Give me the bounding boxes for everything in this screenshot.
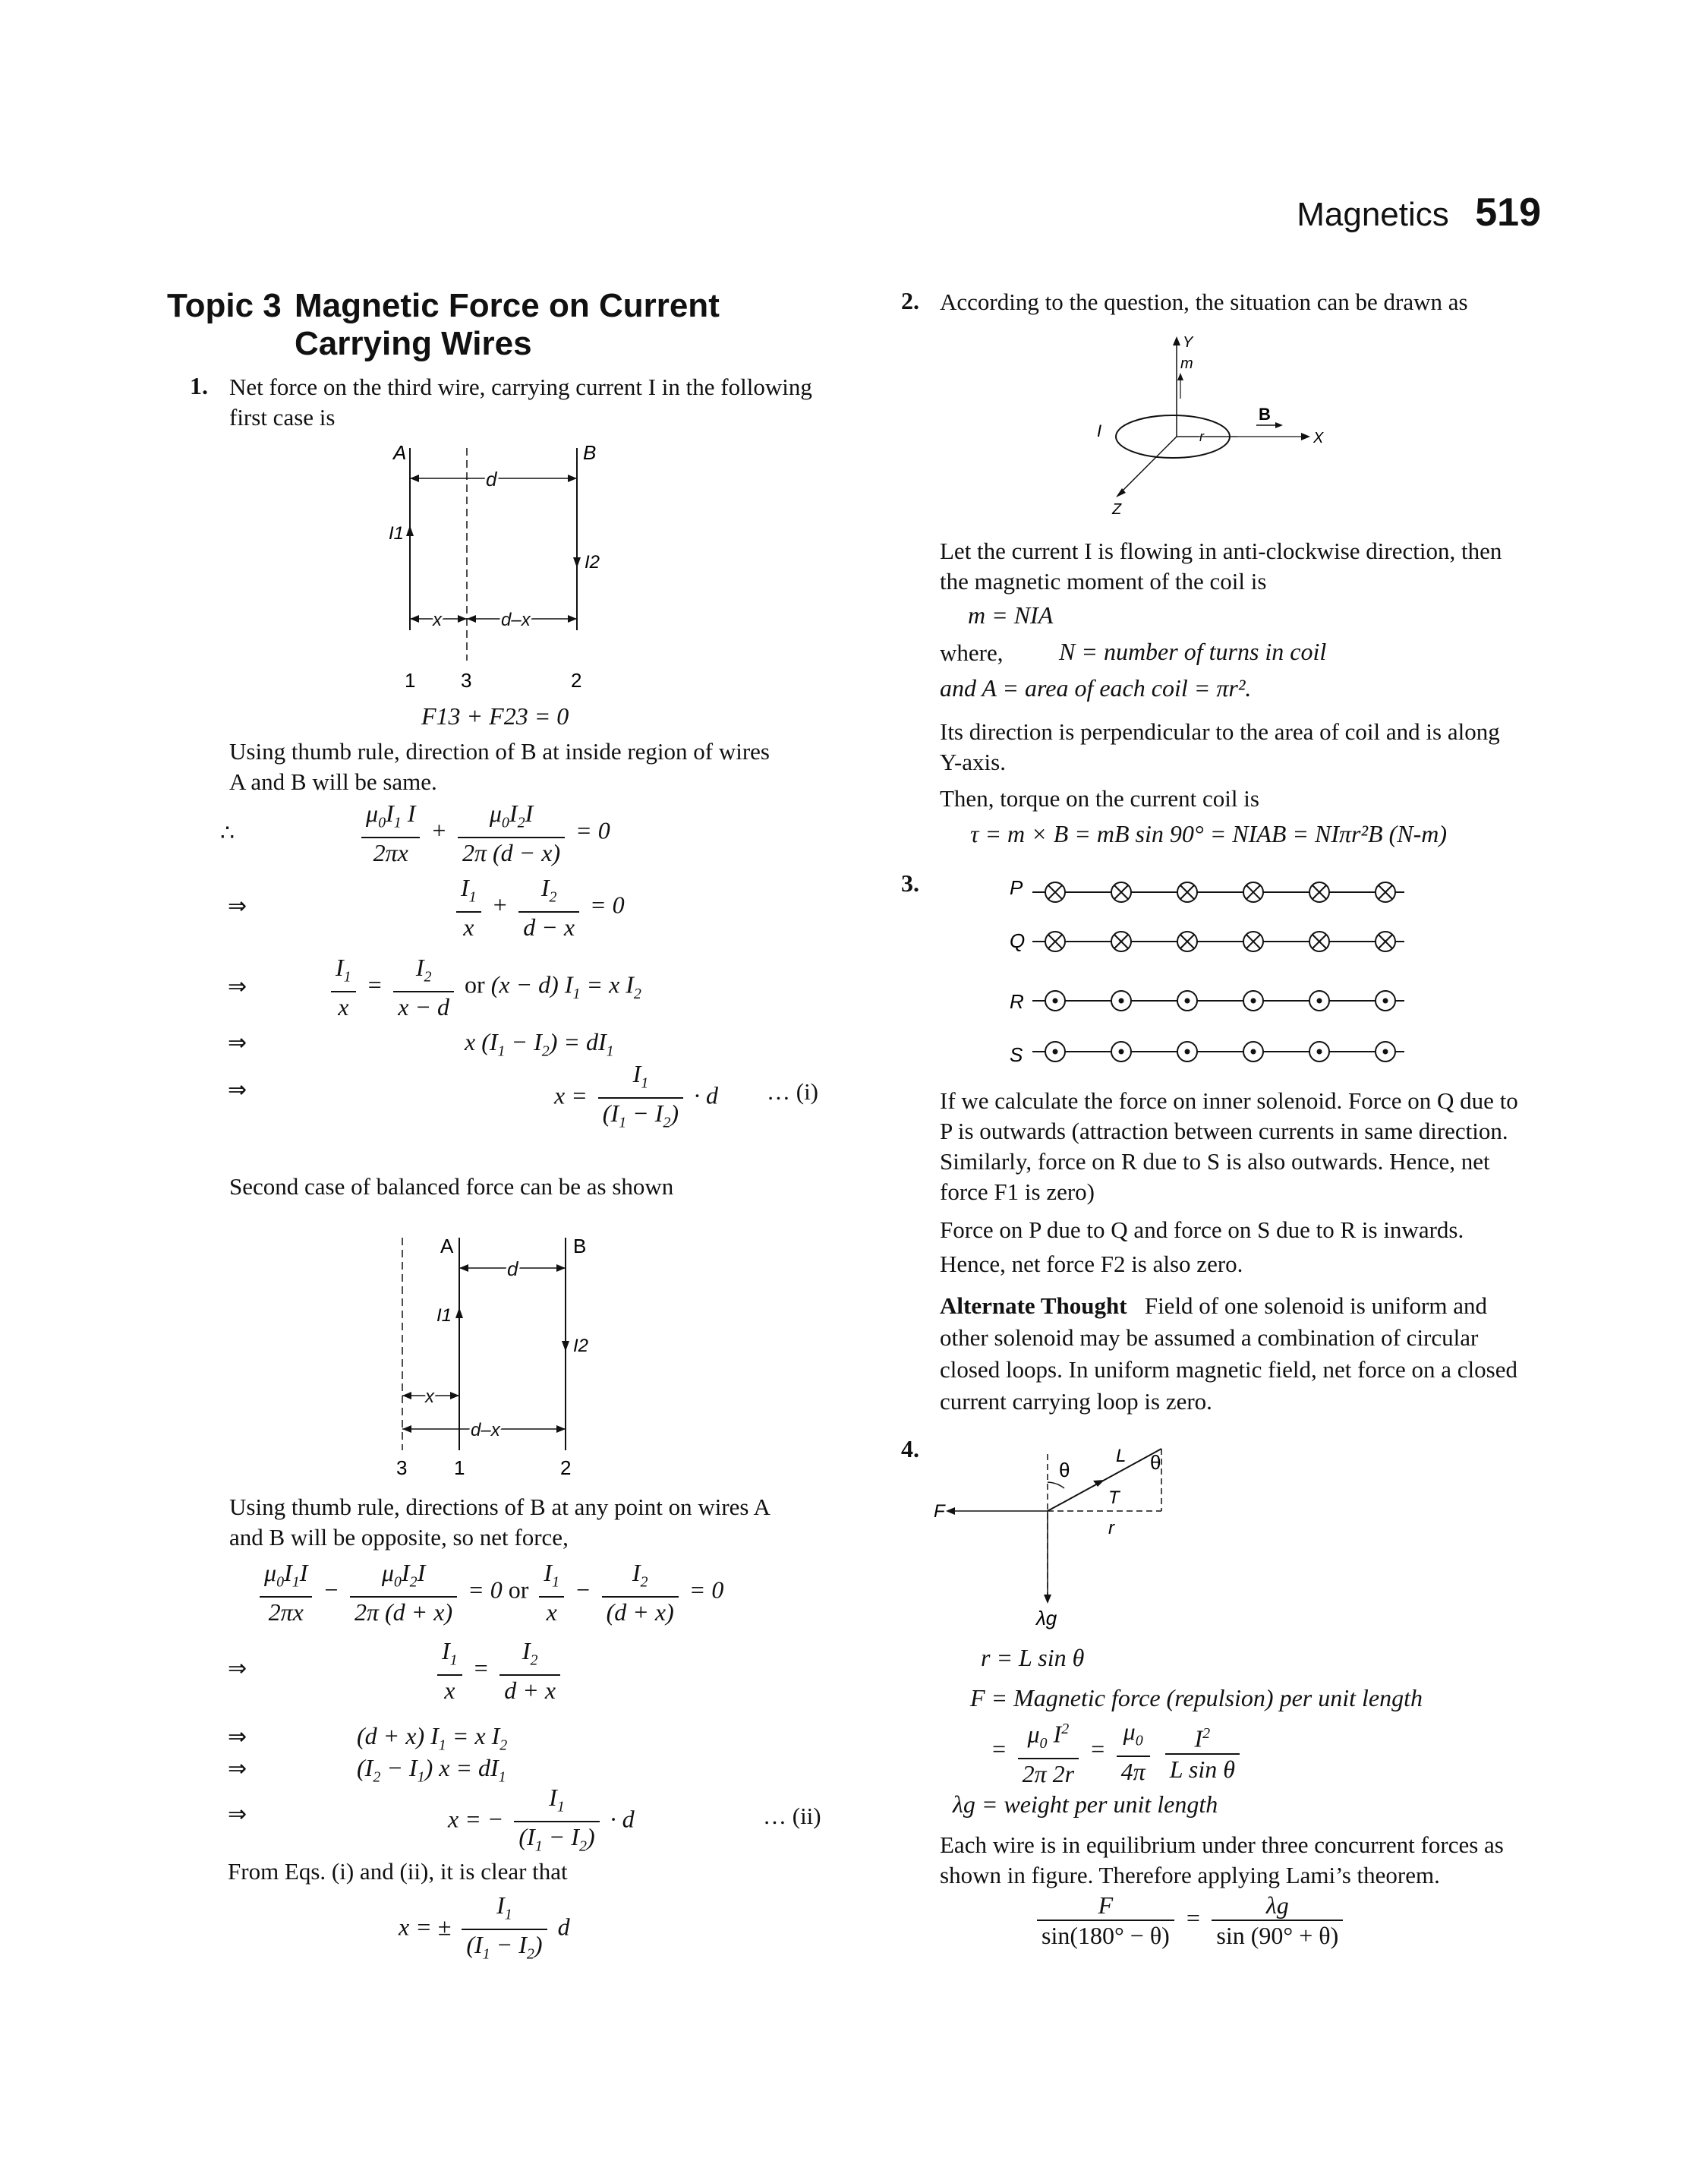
q2-fig-X: X <box>1313 430 1324 446</box>
q2-and-def: and A = area of each coil = πr². <box>940 674 1252 702</box>
q2-where: where, <box>940 639 1004 666</box>
topic-title-line2: Carrying Wires <box>295 325 532 362</box>
q3-p2: P is outwards (attraction between currents in same direction. <box>940 1118 1508 1144</box>
section-title: Magnetics <box>1297 196 1449 233</box>
topic-title-line1: Magnetic Force on Current <box>295 287 720 324</box>
fig1-wire3: 3 <box>461 669 472 692</box>
q3-alt-line1 <box>940 1291 1487 1321</box>
q4-eq-lg: λg = weight per unit length <box>953 1790 1218 1818</box>
implies-1: ⇒ <box>228 894 247 919</box>
q4-fig-F: F <box>934 1501 945 1522</box>
q3-p1: If we calculate the force on inner solenoid. Force on Q due to <box>940 1087 1518 1114</box>
q3-label-S: S <box>1010 1043 1023 1066</box>
fig2-I2: I2 <box>573 1336 589 1356</box>
q4-fig-lg: λg <box>1036 1607 1057 1629</box>
fig2-x: x <box>425 1386 434 1407</box>
q1-eq-net-force: $\frac{\mu_0I_1I}{2\pi x}$ − $\frac{\mu_0I_2I}{2\pi (d + x)}$ = 0 or $\frac{I_1}{x}$ − $\frac{I_2}{(d + x)}$ = 0 <box>255 1558 723 1626</box>
q3-p5: Force on P due to Q and force on S due to R is inwards. <box>940 1216 1464 1243</box>
q1-ref-ii: … (ii) <box>763 1803 821 1829</box>
q2-fig-B: B <box>1259 405 1271 424</box>
page-number: 519 <box>1475 191 1541 235</box>
q2-dir-line2: Y-axis. <box>940 749 1006 775</box>
fig1-x: x <box>433 610 442 630</box>
q1-eq-x-second: x = − $\frac{I_1}{(I_1 - I_2)}$ · d <box>448 1784 635 1855</box>
q3-alt-text1: Field of one solenoid is uniform and <box>1144 1292 1487 1319</box>
q2-torque: τ = m × B = mB sin 90° = NIAB = NIπr²B (N-m) <box>970 820 1448 847</box>
q1-eq-final: x = ± $\frac{I_1}{(I_1 - I_2)}$ d <box>399 1891 570 1963</box>
fig1-d: d <box>486 468 497 491</box>
q4-number: 4. <box>901 1435 919 1462</box>
fig1-wire2: 2 <box>571 669 582 692</box>
q3-label-P: P <box>1010 876 1023 899</box>
q4-fig-L: L <box>1116 1446 1127 1466</box>
q3-alt-line3: closed loops. In uniform magnetic field, net force on a closed <box>940 1356 1517 1383</box>
q2-where-def: N = number of turns in coil <box>1059 638 1327 665</box>
implies-5: ⇒ <box>228 1656 247 1681</box>
q1-eq-cross: $\frac{I_1}{x}$ = $\frac{I_2}{x - d}$ or (x − d) $I_1 = x$ $I_2$ <box>326 953 641 1021</box>
q3-alt-line2: other solenoid may be assumed a combination of circular <box>940 1324 1479 1351</box>
fig1-A: A <box>393 441 407 464</box>
topic-label: Topic 3 <box>167 287 282 324</box>
fig2-I1: I1 <box>436 1305 452 1326</box>
q1-figure-1 <box>380 440 622 699</box>
q1-thumb1-line2: A and B will be same. <box>229 768 437 795</box>
q2-let-line2: the magnetic moment of the coil is <box>940 568 1267 595</box>
q4-eq-F-value: = $\frac{\mu_0 I^2}{2\pi 2r}$ = $\frac{\mu_0}{4\pi}$ $\frac{I^2}{\text{L sin θ}}$ <box>991 1715 1244 1788</box>
q3-label-Q: Q <box>1010 929 1026 952</box>
fig1-dx: d–x <box>501 610 531 630</box>
fig2-wire2: 2 <box>560 1456 572 1479</box>
q2-fig-m: m <box>1180 355 1193 372</box>
q2-let-line1: Let the current I is flowing in anti-clockwise direction, then <box>940 538 1502 564</box>
fig2-wire3: 3 <box>396 1456 408 1479</box>
q1-eq-second-expand: $(I_2 - I_1) x = dI_1$ <box>357 1754 506 1786</box>
q1-figure-2 <box>387 1230 607 1481</box>
q4-figure <box>934 1435 1192 1633</box>
q4-eq-F: F = Magnetic force (repulsion) per unit length <box>970 1684 1423 1711</box>
q3-p4: force F1 is zero) <box>940 1178 1095 1205</box>
q4-fig-theta2: θ <box>1150 1451 1161 1474</box>
implies-6: ⇒ <box>228 1724 247 1749</box>
implies-3: ⇒ <box>228 1030 247 1055</box>
q3-current-marks <box>1045 882 1395 1062</box>
q1-eq-expand: x $(I_1 - I_2) = dI_1$ <box>465 1028 614 1060</box>
q3-p6: Hence, net force F2 is also zero. <box>940 1251 1243 1277</box>
q4-eq-r: r = L sin θ <box>981 1644 1085 1671</box>
q1-from-eqs: From Eqs. (i) and (ii), it is clear that <box>228 1858 568 1885</box>
q1-eq-second-cross: (d + x) $I_1 = x$ $I_2$ <box>357 1722 508 1754</box>
q1-eq-force-sum: $\frac{\mu_0I_1 I}{2\pi x}$ + $\frac{\mu_0I_2I}{2\pi (d - x)}$ = 0 <box>357 799 610 867</box>
q3-alt-heading: Alternate Thought <box>940 1292 1127 1319</box>
therefore-symbol: ∴ <box>220 821 235 846</box>
q4-fig-theta1: θ <box>1059 1459 1070 1481</box>
q1-thumb2-line2: and B will be opposite, so net force, <box>229 1524 569 1550</box>
q1-intro-line1: Net force on the third wire, carrying current I in the following <box>229 374 812 400</box>
fig2-wire1: 1 <box>454 1456 465 1479</box>
q1-intro-line2: first case is <box>229 404 336 431</box>
q3-figure <box>1002 866 1412 1093</box>
q1-thumb1-line1: Using thumb rule, direction of B at inside region of wires <box>229 738 770 765</box>
q3-number: 3. <box>901 869 919 897</box>
q1-eq-x: x = $\frac{I_1}{(I_1 - I_2)}$ · d <box>554 1060 719 1131</box>
implies-2: ⇒ <box>228 974 247 999</box>
page-header <box>1297 190 1541 235</box>
q1-number: 1. <box>190 372 208 399</box>
q1-eq-simplified: $\frac{I_1}{x}$ + $\frac{I_2}{d - x}$ = 0 <box>452 873 625 942</box>
fig2-dx: d–x <box>471 1420 500 1440</box>
q2-intro: According to the question, the situation can be drawn as <box>940 289 1468 315</box>
q2-fig-r: r <box>1199 429 1204 444</box>
implies-7: ⇒ <box>228 1756 247 1781</box>
q2-fig-Y: Y <box>1183 334 1193 351</box>
fig1-I1: I1 <box>389 523 405 544</box>
topic-heading <box>167 287 720 363</box>
fig1-wire1: 1 <box>405 669 416 692</box>
fig2-A: A <box>440 1235 454 1257</box>
q1-second-case: Second case of balanced force can be as shown <box>229 1173 674 1200</box>
fig1-B: B <box>583 441 597 464</box>
q1-thumb2-line1: Using thumb rule, directions of B at any point on wires A <box>229 1494 770 1520</box>
q2-eq-m: m = NIA <box>968 601 1054 629</box>
q4-fig-r: r <box>1108 1518 1114 1538</box>
fig1-I2: I2 <box>585 552 600 573</box>
q1-ref-i: … (i) <box>767 1078 819 1105</box>
q4-eqm-line1: Each wire is in equilibrium under three concurrent forces as <box>940 1831 1504 1858</box>
implies-4: ⇒ <box>228 1077 247 1103</box>
implies-8: ⇒ <box>228 1802 247 1827</box>
q3-p3: Similarly, force on R due to S is also outwards. Hence, net <box>940 1148 1490 1175</box>
q2-dir-line1: Its direction is perpendicular to the area of coil and is along <box>940 718 1500 745</box>
q1-eq-f: F13 + F23 = 0 <box>421 702 569 730</box>
q4-fig-T: T <box>1108 1487 1120 1508</box>
q2-number: 2. <box>901 287 919 314</box>
q2-figure <box>1078 330 1336 520</box>
fig2-d: d <box>507 1257 518 1280</box>
q4-eqm-line2: shown in figure. Therefore applying Lami’s theorem. <box>940 1862 1440 1888</box>
q3-label-R: R <box>1010 990 1024 1013</box>
q2-fig-Z: Z <box>1112 501 1122 518</box>
q3-alt-line4: current carrying loop is zero. <box>940 1388 1212 1415</box>
q2-fig-I: I <box>1097 421 1102 440</box>
q4-eq-lami: $\frac{F}{\sin(180^\circ - \theta)}$ = $\frac{\lambda g}{\sin (90^\circ + \theta)}$ <box>1032 1891 1347 1950</box>
q1-eq-second-ratio: $\frac{I_1}{x}$ = $\frac{I_2}{d + x}$ <box>433 1636 565 1705</box>
q2-then: Then, torque on the current coil is <box>940 785 1259 812</box>
fig2-B: B <box>573 1235 587 1257</box>
